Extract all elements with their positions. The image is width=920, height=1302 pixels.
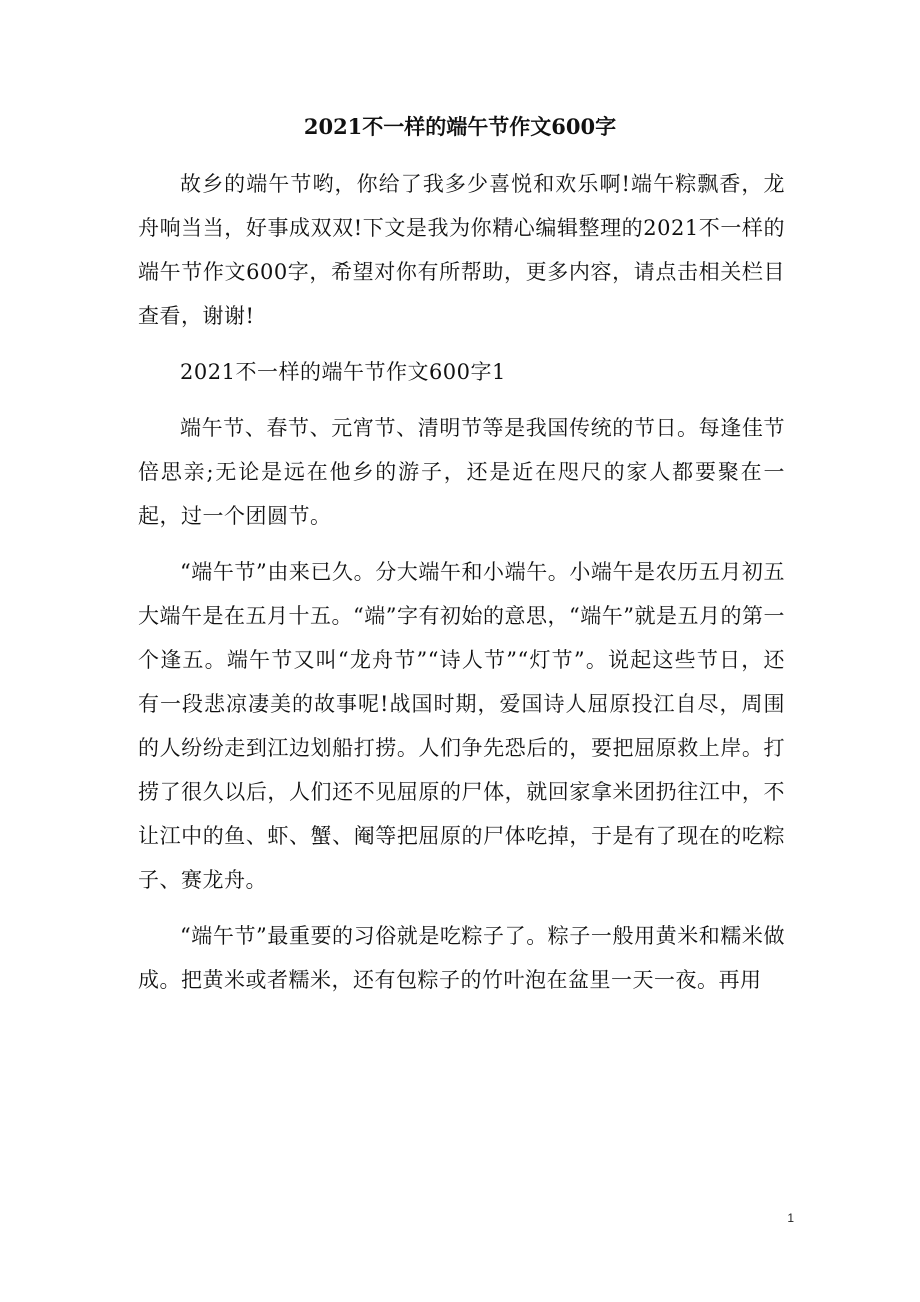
intro-paragraph: 故乡的端午节哟，你给了我多少喜悦和欢乐啊!端午粽飘香，龙舟响当当，好事成双双!下文是我为你精心编辑整理的2021不一样的端午节作文600字，希望对你有所帮助，更多内容，请点击相关栏目查看，谢谢!: [138, 172, 785, 328]
body-paragraph: “端午节”最重要的习俗就是吃粽子了。粽子一般用黄米和糯米做成。把黄米或者糯米，还有包粽子的竹叶泡在盆里一天一夜。再用: [138, 924, 785, 992]
section-heading: 2021不一样的端午节作文600字1: [180, 360, 506, 384]
page-number: 1: [787, 1211, 794, 1225]
document-title: 2021不一样的端午节作文600字: [303, 114, 617, 139]
body-paragraph: “端午节”由来已久。分大端午和小端午。小端午是农历五月初五大端午是在五月十五。“端”字有初始的意思，“端午”就是五月的第一个逢五。端午节又叫“龙舟节”“诗人节”“灯节”。说起这些节日，还有一段悲凉凄美的故事呢!战国时期，爱国诗人屈原投江自尽，周围的人纷纷走到江边划船打捞。人们争先恐后的，要把屈原救上岸。打捞了很久以后，人们还不见屈原的尸体，就回家拿米团扔往江中，不让江中的鱼、虾、蟹、阉等把屈原的尸体吃掉，于是有了现在的吃粽子、赛龙舟。: [138, 560, 785, 892]
body-paragraph: 端午节、春节、元宵节、清明节等是我国传统的节日。每逢佳节倍思亲;无论是远在他乡的游子，还是近在咫尺的家人都要聚在一起，过一个团圆节。: [138, 416, 785, 528]
document-body: [138, 162, 785, 1014]
